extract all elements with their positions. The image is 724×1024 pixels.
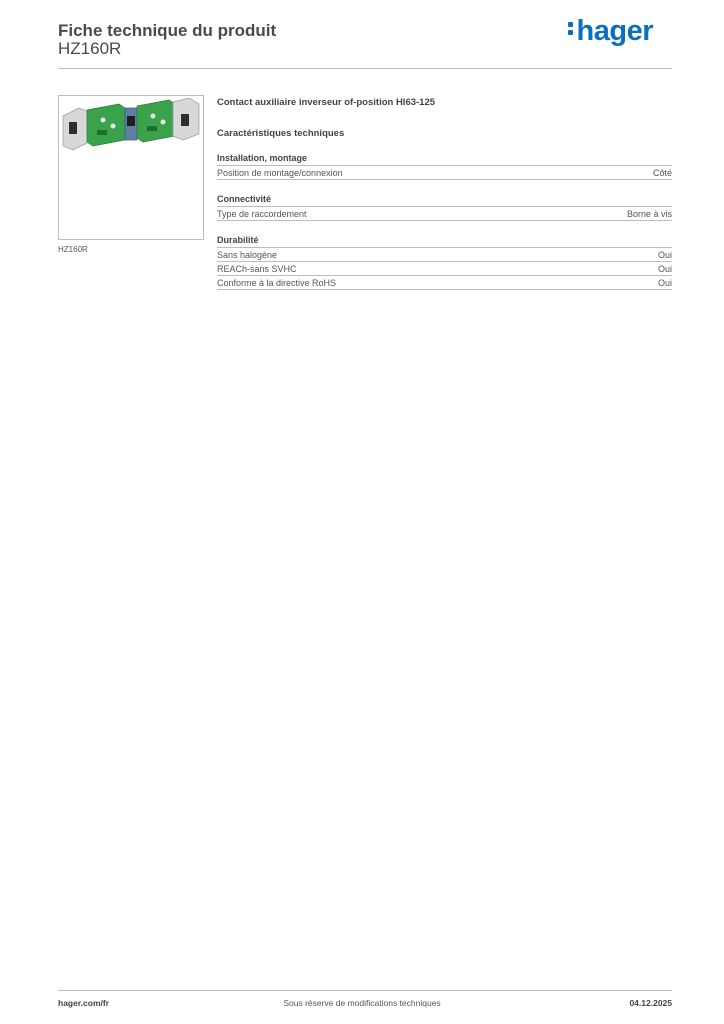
group-connectivity bbox=[217, 194, 672, 221]
logo-dots-icon bbox=[568, 19, 575, 38]
spec-row bbox=[217, 166, 672, 180]
spec-label: Sans halogène bbox=[217, 250, 278, 260]
product-illustration bbox=[59, 96, 203, 239]
group-durability bbox=[217, 235, 672, 290]
spec-label: Position de montage/connexion bbox=[217, 168, 343, 178]
group-installation bbox=[217, 153, 672, 180]
footer-date: 04.12.2025 bbox=[629, 998, 672, 1008]
spec-label: REACh-sans SVHC bbox=[217, 264, 297, 274]
product-photo bbox=[58, 95, 204, 240]
spec-value: Borne à vis bbox=[626, 209, 672, 219]
spec-label: Conforme à la directive RoHS bbox=[217, 278, 337, 288]
spec-value: Oui bbox=[657, 250, 672, 260]
logo-text: hager bbox=[576, 15, 653, 47]
spec-label: Type de raccordement bbox=[217, 209, 307, 219]
spec-row bbox=[217, 276, 672, 290]
product-name: Contact auxiliaire inverseur of-position HI63-125 bbox=[217, 97, 436, 108]
spec-row bbox=[217, 248, 672, 262]
specifications bbox=[217, 97, 672, 290]
header-divider bbox=[58, 68, 672, 69]
group-title: Durabilité bbox=[217, 235, 672, 248]
spec-value: Côté bbox=[652, 168, 672, 178]
spec-row bbox=[217, 207, 672, 221]
group-title: Connectivité bbox=[217, 194, 672, 207]
group-title: Installation, montage bbox=[217, 153, 672, 166]
footer-divider bbox=[58, 990, 672, 991]
hager-logo bbox=[568, 15, 653, 48]
footer-website-link[interactable]: hager.com/fr bbox=[58, 998, 110, 1008]
document-title: Fiche technique du produit bbox=[58, 21, 277, 40]
spec-row bbox=[217, 262, 672, 276]
photo-caption: HZ160R bbox=[58, 245, 88, 254]
product-reference: HZ160R bbox=[58, 39, 122, 58]
section-title: Caractéristiques techniques bbox=[217, 128, 345, 139]
spec-value: Oui bbox=[657, 264, 672, 274]
spec-value: Oui bbox=[657, 278, 672, 288]
footer-disclaimer: Sous réserve de modifications techniques bbox=[283, 998, 441, 1008]
